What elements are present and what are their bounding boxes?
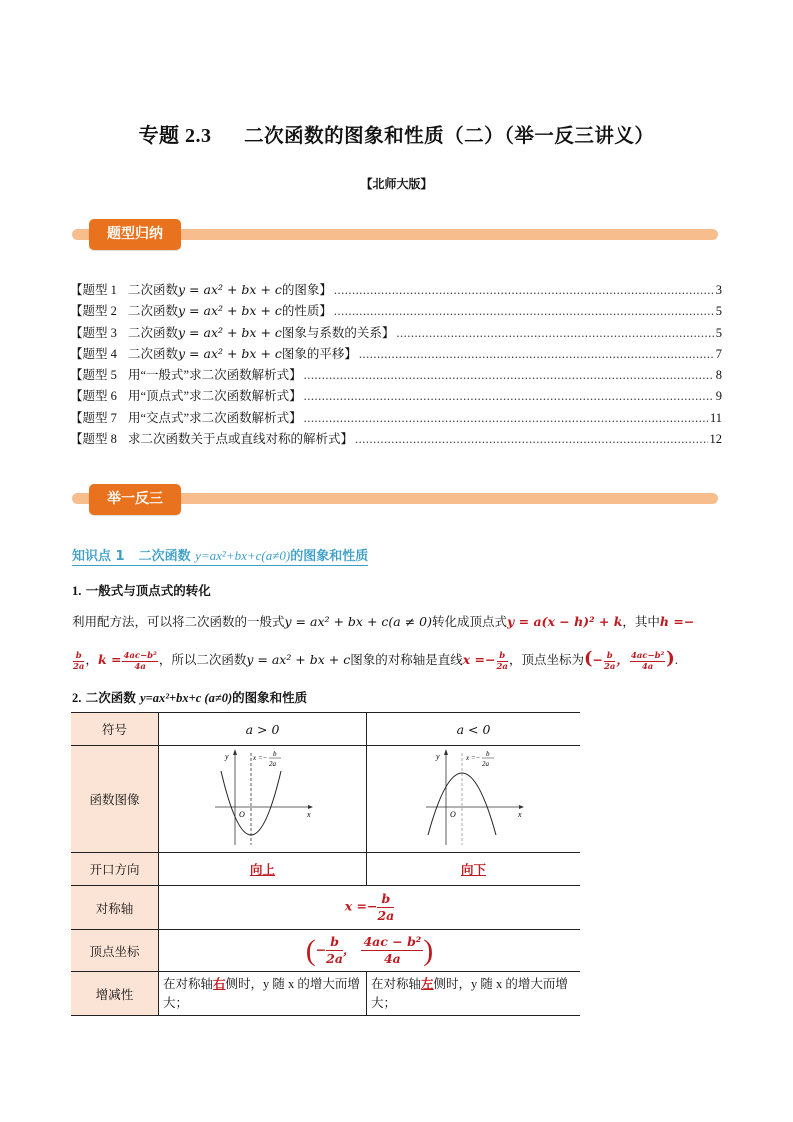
toc-page-number: 7 — [715, 346, 722, 361]
toc-item[interactable]: 【题型 4 二次函数y = ax² + bx + c图象的平移】 ..... 7 — [70, 344, 722, 365]
svg-text:x =−: x =− — [465, 754, 480, 762]
vertex-form-formula: y = a(x − h)² + k — [507, 614, 623, 629]
paragraph-line-1: 利用配方法，可以将二次函数的一般式y = ax² + bx + c(a ≠ 0)转化成顶点式y = a(x − h)² + k，其中h =− — [72, 614, 695, 629]
svg-text:2a: 2a — [481, 760, 489, 768]
svg-text:x: x — [306, 810, 311, 819]
table-row — [71, 930, 580, 972]
toc-page-number: 5 — [715, 304, 722, 319]
toc-item[interactable]: 【题型 5 用“一般式”求二次函数解析式】 ..... 8 — [70, 365, 722, 386]
toc-page-number: 12 — [709, 432, 722, 447]
section-heading-2: 2. 二次函数 y=ax²+bx+c (a≠0)的图象和性质 — [72, 690, 308, 705]
cell-graph-upward — [159, 746, 367, 853]
toc-leader-dots — [304, 411, 708, 426]
opening-down-text: 向下 — [460, 862, 486, 877]
toc-item[interactable]: 【题型 2 二次函数y = ax² + bx + c的性质】 ..... 5 — [70, 301, 722, 322]
knowledge-point-heading: 知识点 1 二次函数 y=ax²+bx+c(a≠0)的图象和性质 — [72, 545, 368, 566]
cell-sign-positive: a > 0 — [159, 713, 367, 746]
cell-axis-formula: x =− $\frac{b}{2a}$ — [159, 886, 581, 930]
edition-label: 【北师大版】 — [360, 177, 433, 191]
table-of-contents — [70, 280, 722, 450]
opening-up-text: 向上 — [249, 862, 275, 877]
cell-vertex-formula: (− $\frac{b}{2a}$ ， $\frac{\text{4ac − b²}}{4a}$ ) — [159, 930, 581, 972]
fraction-k: $\frac{\text{4ac−b²}}{4a}$ — [123, 650, 157, 672]
toc-leader-dots — [334, 304, 714, 319]
toc-leader-dots — [334, 283, 714, 298]
toc-item[interactable]: 【题型 7 用“交点式”求二次函数解析式】 ..... 11 — [70, 408, 722, 429]
cell-sign-negative: a < 0 — [367, 713, 581, 746]
section-badge-practice: 举一反三 — [89, 484, 181, 515]
svg-text:b: b — [272, 750, 276, 758]
cell-graph-downward — [367, 746, 581, 853]
svg-text:O: O — [238, 810, 245, 819]
section-heading-1: 1. 一般式与顶点式的转化 — [72, 583, 211, 598]
svg-text:y: y — [224, 752, 229, 761]
properties-table — [71, 712, 580, 1016]
toc-page-number: 3 — [715, 283, 722, 297]
table-row — [71, 972, 580, 1016]
table-row — [71, 746, 580, 853]
table-row — [71, 853, 580, 886]
paragraph-line-2: $\frac{b}{2a}$ ，k = $\frac{\text{4ac−b²}}{4a}$ ，所以二次函数y = ax² + bx + c图象的对称轴是直线x =− $\frac{b}{2a}$ ，顶点坐标为(− $\frac{b}{2a}$ ， $\frac{\text{4ac−b²}}{4a}$ ). — [73, 648, 678, 672]
page-title — [0, 119, 793, 148]
row-header-vertex: 顶点坐标 — [71, 930, 159, 972]
toc-leader-dots — [304, 389, 714, 404]
toc-item[interactable]: 【题型 3 二次函数y = ax² + bx + c图象与系数的关系】 ..... 5 — [70, 323, 722, 344]
row-header-graph: 函数图像 — [71, 746, 159, 853]
toc-item[interactable]: 【题型 8 求二次函数关于点或直线对称的解析式】 ..... 12 — [70, 429, 722, 450]
section-badge-summary: 题型归纳 — [89, 219, 181, 250]
toc-leader-dots — [355, 432, 707, 447]
svg-text:x: x — [517, 810, 522, 819]
toc-item[interactable]: 【题型 6 用“顶点式”求二次函数解析式】 ..... 9 — [70, 386, 722, 407]
toc-page-number: 5 — [715, 325, 722, 340]
row-header-sign: 符号 — [71, 713, 159, 746]
topic-title: 二次函数的图象和性质（二）（举一反三讲义） — [244, 124, 655, 147]
toc-leader-dots — [396, 326, 713, 341]
cell-monotonic-positive: 在对称轴右侧时，y 随 x 的增大而增大； — [159, 972, 367, 1016]
svg-text:x =−: x =− — [252, 754, 267, 762]
table-row — [71, 713, 580, 746]
cell-monotonic-negative: 在对称轴左侧时，y 随 x 的增大而增大； — [367, 972, 581, 1016]
row-header-opening: 开口方向 — [71, 853, 159, 886]
svg-text:b: b — [485, 750, 489, 758]
parabola-down-graph — [424, 749, 524, 845]
toc-page-number: 11 — [709, 410, 722, 425]
row-header-monotonic: 增减性 — [71, 972, 159, 1016]
parabola-up-graph — [213, 749, 313, 845]
svg-text:2a: 2a — [268, 760, 276, 768]
row-header-axis: 对称轴 — [71, 886, 159, 930]
toc-page-number: 8 — [715, 368, 722, 383]
fraction-h: $\frac{b}{2a}$ — [73, 650, 85, 672]
table-row — [71, 886, 580, 930]
toc-leader-dots — [359, 347, 714, 362]
toc-leader-dots — [304, 368, 714, 383]
svg-text:O: O — [449, 810, 456, 819]
svg-text:y: y — [435, 752, 440, 761]
toc-page-number: 9 — [715, 389, 722, 404]
topic-number: 专题 2.3 — [138, 125, 212, 147]
toc-item[interactable]: 【题型 1 二次函数y = ax² + bx + c的图象】 ..... 3 — [70, 280, 722, 301]
